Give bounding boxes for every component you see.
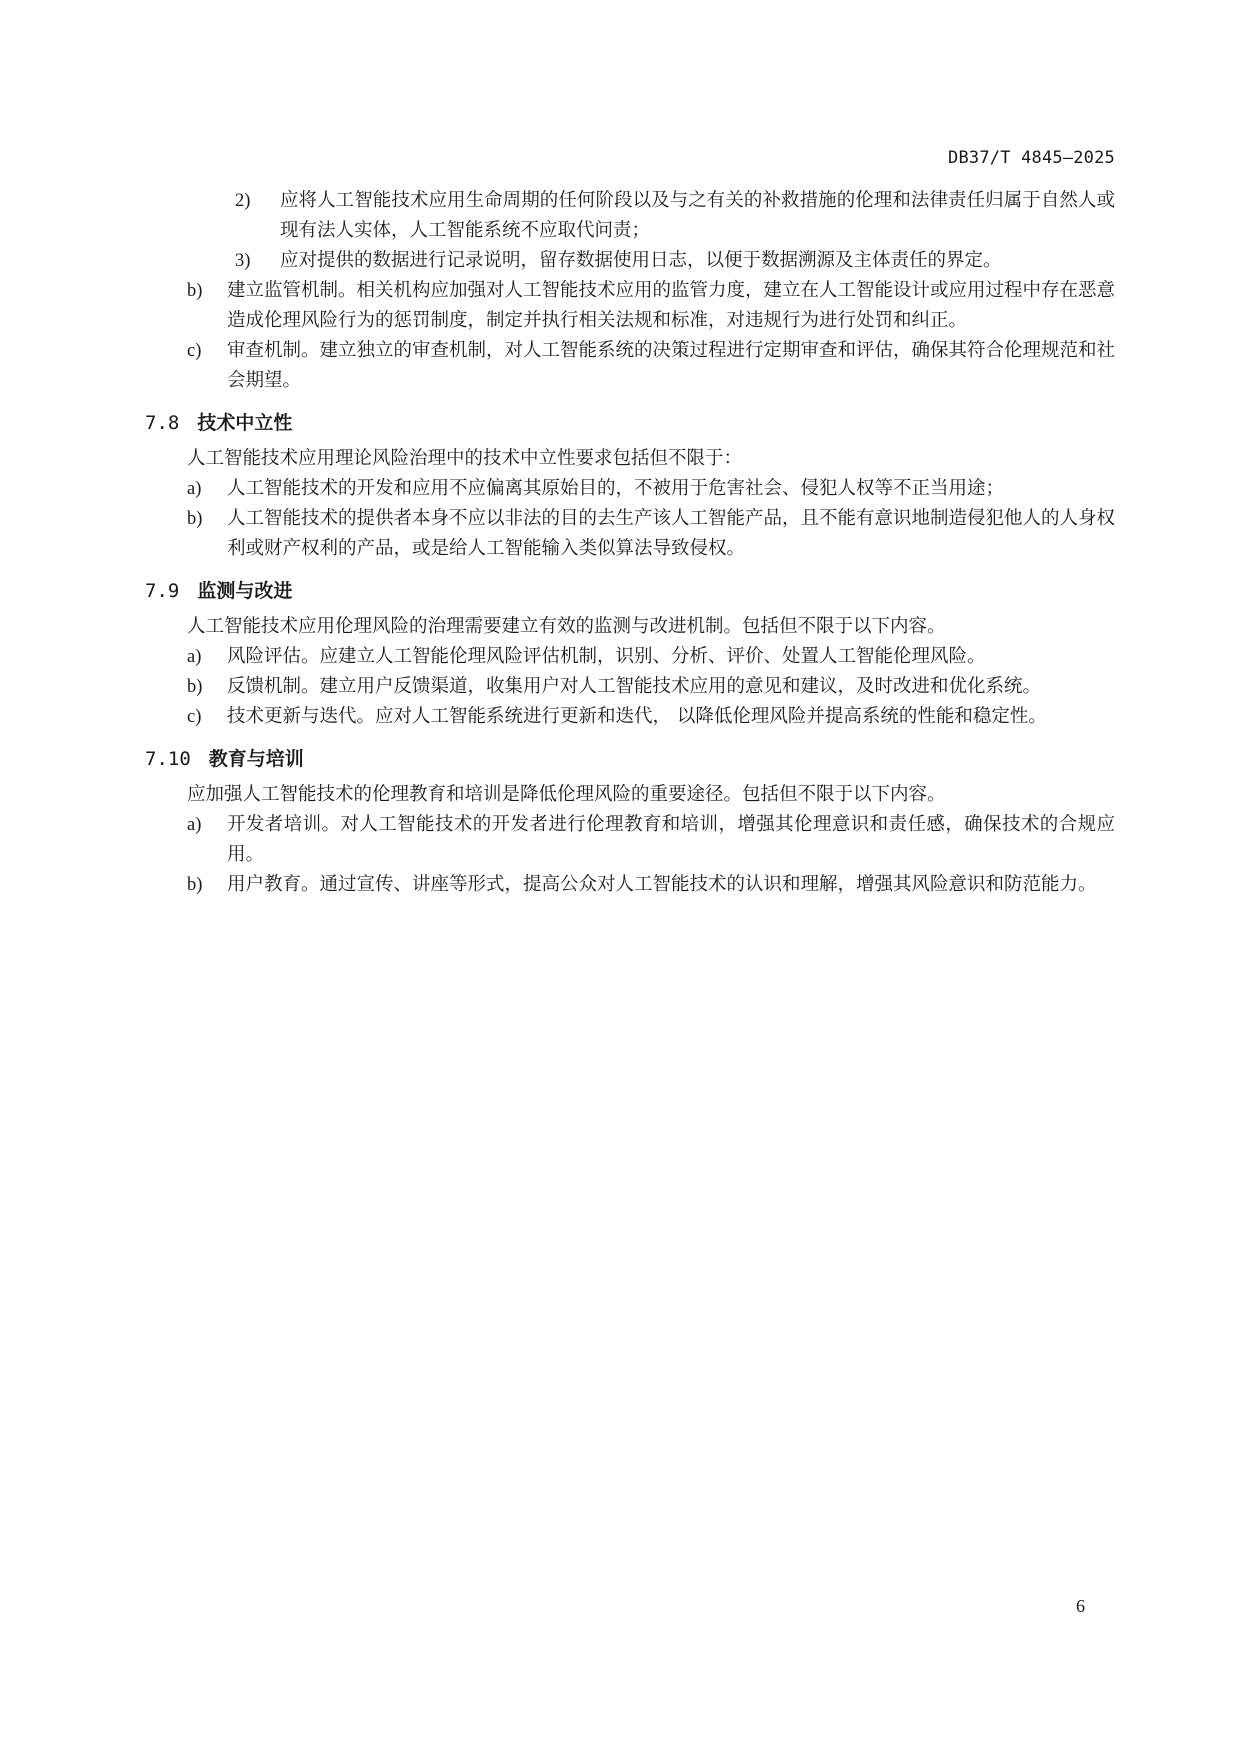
section-title: 技术中立性 <box>197 412 293 434</box>
document-body <box>145 186 1115 900</box>
list-item-text: 技术更新与迭代。应对人工智能系统进行更新和迭代， 以降低伦理风险并提高系统的性能和稳定性。 <box>227 706 1047 727</box>
section-title: 监测与改进 <box>197 580 293 602</box>
list-item-text: 用户教育。通过宣传、讲座等形式，提高公众对人工智能技术的认识和理解，增强其风险意识和防范能力。 <box>227 874 1097 895</box>
section-intro: 人工智能技术应用伦理风险的治理需要建立有效的监测与改进机制。包括但不限于以下内容。 <box>187 616 946 637</box>
list-item-mark: a) <box>187 815 202 835</box>
list-item <box>145 672 1115 702</box>
sub-item-mark: 3) <box>235 251 251 271</box>
list-item-mark: c) <box>187 341 202 361</box>
list-item <box>145 642 1115 672</box>
list-item-mark: b) <box>187 509 203 529</box>
sub-item-3 <box>145 246 1115 276</box>
section-heading-7-10 <box>145 744 1115 774</box>
section-heading-7-9 <box>145 576 1115 606</box>
list-item-b-supervision <box>145 276 1115 336</box>
list-item-mark: a) <box>187 479 202 499</box>
sub-item-mark: 2) <box>235 191 251 211</box>
sub-item-2 <box>145 186 1115 246</box>
list-item-mark: b) <box>187 281 203 301</box>
list-item-c-review <box>145 336 1115 396</box>
sub-item-text: 应将人工智能技术应用生命周期的任何阶段以及与之有关的补救措施的伦理和法律责任归属于自然人或现有法人实体，人工智能系统不应取代问责； <box>280 190 1115 241</box>
list-item-text: 开发者培训。对人工智能技术的开发者进行伦理教育和培训，增强其伦理意识和责任感，确保技术的合规应用。 <box>227 814 1115 865</box>
document-code: DB37/T 4845—2025 <box>948 148 1115 168</box>
list-item-text: 建立监管机制。相关机构应加强对人工智能技术应用的监管力度，建立在人工智能设计或应用过程中存在恶意造成伦理风险行为的惩罚制度，制定并执行相关法规和标准，对违规行为进行处罚和纠正。 <box>227 280 1116 331</box>
section-intro: 应加强人工智能技术的伦理教育和培训是降低伦理风险的重要途径。包括但不限于以下内容。 <box>187 784 946 805</box>
list-item-text: 反馈机制。建立用户反馈渠道，收集用户对人工智能技术应用的意见和建议，及时改进和优化系统。 <box>227 676 1042 697</box>
list-item <box>145 810 1115 870</box>
sub-item-text: 应对提供的数据进行记录说明，留存数据使用日志，以便于数据溯源及主体责任的界定。 <box>280 250 1002 271</box>
list-item-mark: c) <box>187 707 202 727</box>
list-item <box>145 870 1115 900</box>
list-item-mark: a) <box>187 647 202 667</box>
list-item-mark: b) <box>187 677 203 697</box>
list-item-text: 风险评估。应建立人工智能伦理风险评估机制，识别、分析、评价、处置人工智能伦理风险。 <box>227 646 986 667</box>
section-heading-7-8 <box>145 408 1115 438</box>
section-number: 7.9 <box>145 580 180 602</box>
list-item-text: 人工智能技术的开发和应用不应偏离其原始目的，不被用于危害社会、侵犯人权等不正当用途； <box>227 478 1005 499</box>
section-number: 7.8 <box>145 412 180 434</box>
section-number: 7.10 <box>145 748 191 770</box>
list-item <box>145 504 1115 564</box>
page-number: 6 <box>1076 1596 1085 1616</box>
list-item-mark: b) <box>187 875 203 895</box>
list-item-text: 人工智能技术的提供者本身不应以非法的目的去生产该人工智能产品，且不能有意识地制造侵犯他人的人身权利或财产权利的产品，或是给人工智能输入类似算法导致侵权。 <box>227 508 1116 559</box>
list-item <box>145 702 1115 732</box>
list-item <box>145 474 1115 504</box>
list-item-text: 审查机制。建立独立的审查机制，对人工智能系统的决策过程进行定期审查和评估，确保其符合伦理规范和社会期望。 <box>227 340 1116 391</box>
section-intro: 人工智能技术应用理论风险治理中的技术中立性要求包括但不限于： <box>187 448 743 469</box>
section-title: 教育与培训 <box>208 748 304 770</box>
